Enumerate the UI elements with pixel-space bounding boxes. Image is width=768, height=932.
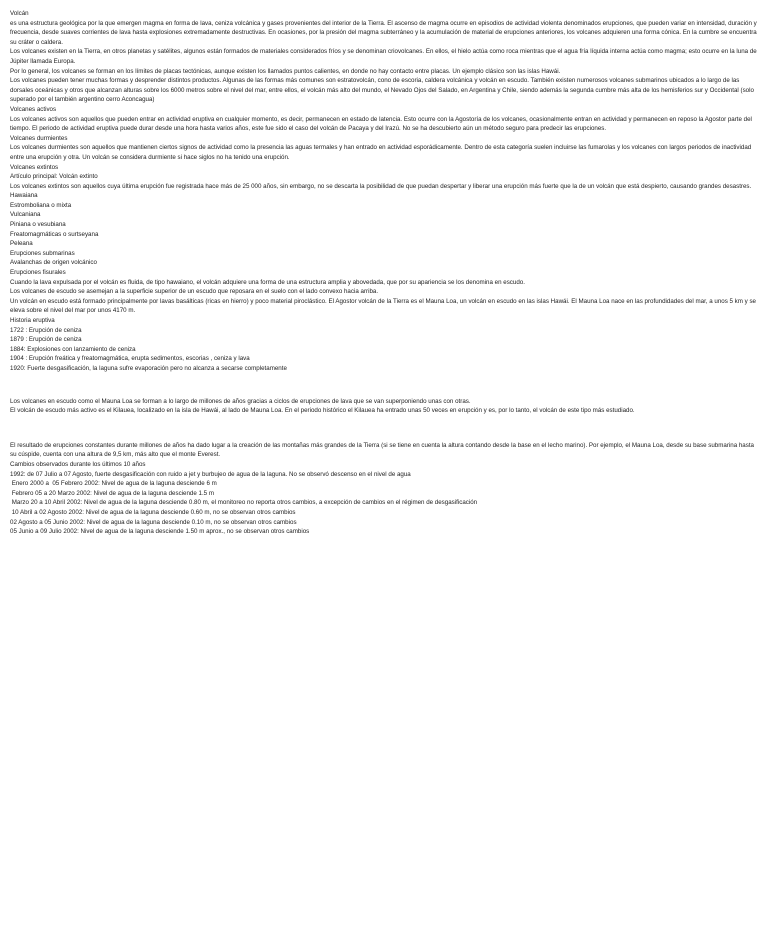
text-line: 1904 : Erupción freática y freatomagmática, erupta sedimentos, escorias , ceniza y lava <box>10 355 250 363</box>
text-line: Volcanes durmientes <box>10 134 68 142</box>
text-line: Febrero 05 a 20 Marzo 2002: Nivel de agua de la laguna desciende 1.5 m <box>10 489 214 497</box>
text-line: Marzo 20 a 10 Abril 2002: Nivel de agua de la laguna desciende 0.80 m, el monitoreo no reporta otros cambios, a excepción de cambios en el régimen de desgasificación <box>10 499 478 507</box>
text-line: Volcanes activos <box>10 105 57 113</box>
text-line: 1992: de 07 Julio a 07 Agosto, fuerte desgasificación con ruido a jet y burbujeo de agua de la laguna. No se observó descenso en el nivel de agua <box>10 470 411 478</box>
text-line: Los volcanes en escudo como el Mauna Loa se forman a lo largo de millones de años gracias a ciclos de erupciones de lava que se van superponiendo unas con otras. <box>10 397 471 405</box>
text-line: Los volcanes de escudo se asemejan a la superficie superior de un escudo que reposara en el suelo con el lado convexo hacia arriba. <box>10 288 379 296</box>
text-line: Cambios observados durante los últimos 10 años <box>10 460 146 468</box>
text-line: 1722 : Erupción de ceniza <box>10 326 82 334</box>
text-line: es una estructura geológica por la que emergen magma en forma de lava, ceniza volcánica y gases provenientes del interior de la Tierra. El ascenso de magma ocurre en episodios de actividad violenta denominados erupciones, que pueden variar en intensidad, duración y frecuencia, desde suaves corrientes de lava hasta explosiones extremadamente destructivas. En ocasiones, por la presión del magma subterráneo y la acumulación de material de erupciones anteriores, los volcanes adquieren una forma cónica. En la cumbre se encuentra su cráter o caldera. <box>10 19 759 46</box>
text-line: 10 Abril a 02 Agosto 2002: Nivel de agua de la laguna desciende 0.60 m, no se observan otros cambios <box>10 508 296 516</box>
document-block-shield-volcanoes <box>10 397 760 416</box>
text-line: 1920: Fuerte desgasificación, la laguna sufre evaporación pero no alcanza a secarse completamente <box>10 364 287 372</box>
text-line: Estromboliana o mixta <box>10 201 72 209</box>
document-page <box>10 9 760 537</box>
text-line: Freatomagmáticas o surtseyana <box>10 230 99 238</box>
text-line: El resultado de erupciones constantes durante millones de años ha dado lugar a la creación de las montañas más grandes de la Tierra (si se tiene en cuenta la altura contando desde la base en el lecho marino). Por ejemplo, el Mauna Loa, desde su base submarina hasta su cúspide, cuenta con una altura de 9,5 km, más alto que el monte Everest. <box>10 441 756 459</box>
text-line: El volcán de escudo más activo es el Kilauea, localizado en la isla de Hawái, al lado de Mauna Loa. En el periodo histórico el Kilauea ha entrado unas 50 veces en erupción y es, por lo tanto, el volcán de este tipo más estudiado. <box>10 407 635 415</box>
text-line: Avalanchas de origen volcánico <box>10 259 97 267</box>
text-line: Volcanes extintos <box>10 163 59 171</box>
document-block-intro <box>10 9 760 374</box>
text-line: 1884: Explosiones con lanzamiento de ceniza <box>10 345 136 353</box>
block-spacer <box>10 374 760 397</box>
text-line: Piniana o vesubiana <box>10 221 66 229</box>
text-line: Artículo principal: Volcán extinto <box>10 173 98 181</box>
text-line: Los volcanes activos son aquellos que pueden entrar en actividad eruptiva en cualquier momento, es decir, permanecen en estado de latencia. Esto ocurre con la Agostoría de los volcanes, ocasionalmente entran en actividad y permanecen en reposo la Agostor parte del tiempo. El periodo de actividad eruptiva puede durar desde una hora hasta varios años, este fue sido el caso del volcán de Pacaya y del Irazú. No se ha descubierto aún un método seguro para predecir las erupciones. <box>10 115 754 133</box>
text-line: Los volcanes existen en la Tierra, en otros planetas y satélites, algunos están formados de materiales considerados fríos y se denominan criovolcanes. En ellos, el hielo actúa como roca mientras que el agua fría líquida interna actúa como magma; esto ocurre en la luna de Júpiter llamada Europa. <box>10 48 759 65</box>
text-line: 02 Agosto a 05 Junio 2002: Nivel de agua de la laguna desciende 0.10 m, no se observan otros cambios <box>10 518 297 526</box>
text-line: Enero 2000 a 05 Febrero 2002: Nivel de agua de la laguna desciende 6 m <box>10 480 217 488</box>
text-line: Peleana <box>10 240 33 248</box>
text-line: Los volcanes pueden tener muchas formas y desprender distintos productos. Algunas de las formas más comunes son estratovolcán, cono de escoria, caldera volcánica y volcán en escudo. También existen numerosos volcanes submarinos ubicados a lo largo de las dorsales oceánicas y otros que alcanzan alturas sobre los 6000 metros sobre el nivel del mar, entre ellos, el volcán más alto del mundo, el Nevado Ojos del Salado, en Argentina y Chile, siendo además la segunda cumbre más alta de los hemisferios sur y Occidental (solo superado por el también argentino cerro Aconcagua) <box>10 77 756 104</box>
text-line: Historia eruptiva <box>10 317 55 324</box>
block-spacer <box>10 416 760 441</box>
text-line: Hawaiana <box>10 192 38 200</box>
text-line: Erupciones submarinas <box>10 249 75 257</box>
document-block-observed-changes <box>10 441 760 537</box>
text-line: 05 Junio a 09 Julio 2002: Nivel de agua de la laguna desciende 1.50 m aprox., no se observan otros cambios <box>10 528 310 536</box>
text-line: Cuando la lava expulsada por el volcán es fluida, de tipo hawaiano, el volcán adquiere una forma de una estructura amplia y abovedada, que por su apariencia se los denomina en escudo. <box>10 278 525 286</box>
text-line: Los volcanes extintos son aquellos cuya última erupción fue registrada hace más de 25 000 años, sin embargo, no se descarta la posibilidad de que puedan despertar y liberar una erupción más fuerte que la de un volcán que está despierto, causando grandes desastres. <box>10 182 752 190</box>
text-line: Los volcanes durmientes son aquellos que mantienen ciertos signos de actividad como la presencia las aguas termales y han entrado en actividad esporádicamente. Dentro de esta categoría suelen incluirse las fumarolas y los volcanes con largos periodos de inactividad entre una erupción y otra. Un volcán se considera durmiente si hace siglos no ha tenido una erupción. <box>10 144 753 161</box>
text-line: Erupciones fisurales <box>10 269 66 277</box>
text-line: Por lo general, los volcanes se forman en los límites de placas tectónicas, aunque existen los llamados puntos calientes, en donde no hay contacto entre placas. Un ejemplo clásico son las islas Hawái. <box>10 67 561 75</box>
text-line: 1879 : Erupción de ceniza <box>10 336 82 344</box>
text-line: Un volcán en escudo está formado principalmente por lavas basálticas (ricas en hierro) y poco material piroclástico. El Agostor volcán de la Tierra es el Mauna Loa, un volcán en escudo en las islas Hawái. El Mauna Loa nace en las profundidades del mar, a unos 5 km y se eleva sobre el nivel del mar por unos 4170 m. <box>10 297 758 315</box>
text-line: Vulcaniana <box>10 211 41 219</box>
text-line: Volcán <box>10 10 29 17</box>
